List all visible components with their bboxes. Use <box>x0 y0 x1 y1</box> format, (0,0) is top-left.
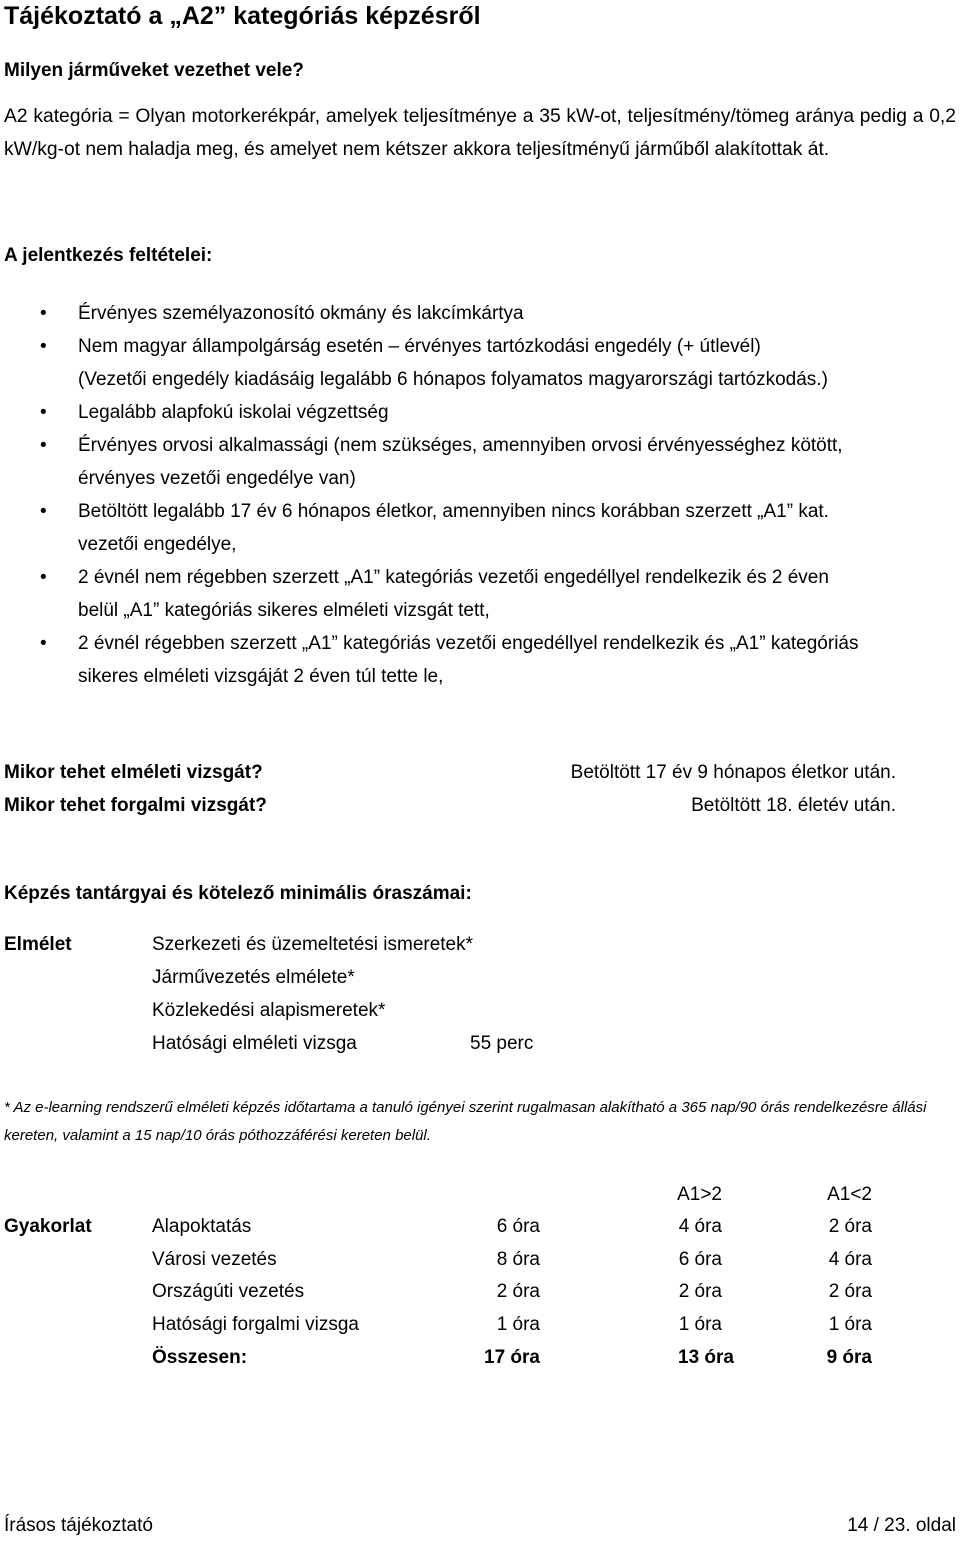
requirements-list <box>40 297 940 693</box>
practice-row-name: Hatósági forgalmi vizsga <box>152 1314 359 1335</box>
practice-row-a1-more: 4 óra <box>678 1216 722 1237</box>
theory-subject: Járművezetés elmélete* <box>152 967 355 988</box>
subjects-heading: Képzés tantárgyai és kötelező minimális óraszámai: <box>4 883 472 904</box>
practice-row-a1-more: 6 óra <box>678 1249 722 1270</box>
practice-label: Gyakorlat <box>4 1216 92 1237</box>
requirements-heading: A jelentkezés feltételei: <box>4 245 213 266</box>
practice-row-name: Városi vezetés <box>152 1249 277 1270</box>
requirement-item: • Betöltött legalább 17 év 6 hónapos életkor, amennyiben nincs korábban szerzett „A1” kat. vezetői engedélye, <box>40 495 940 561</box>
requirement-item: • Érvényes orvosi alkalmassági (nem szükséges, amennyiben orvosi érvényességhez kötött, érvényes vezetői engedélye van) <box>40 429 940 495</box>
practice-row-name: Országúti vezetés <box>152 1281 305 1302</box>
requirement-item: • Legalább alapfokú iskolai végzettség <box>40 396 940 429</box>
vehicles-heading: Milyen járműveket vezethet vele? <box>4 60 304 81</box>
theory-subject: Hatósági elméleti vizsga <box>152 1033 357 1054</box>
theory-exam-duration: 55 perc <box>470 1033 534 1054</box>
col-header-a1-more: A1>2 <box>677 1184 722 1205</box>
practice-row-a1-less: 4 óra <box>828 1249 872 1270</box>
practice-row-base: 1 óra <box>496 1314 540 1335</box>
page-number: 14 / 23. oldal <box>847 1515 956 1536</box>
practice-total-a1-more: 13 óra <box>678 1347 734 1368</box>
vehicles-description: A2 kategória = Olyan motorkerékpár, amelyek teljesítménye a 35 kW-ot, teljesítmény/tömeg aránya pedig a 0,2 kW/kg-ot nem haladja meg, és amelyet nem kétszer akkora teljesítményű járműből alakítottak át. <box>4 106 956 160</box>
practice-total-base: 17 óra <box>484 1347 540 1368</box>
practical-exam-question: Mikor tehet forgalmi vizsgát? <box>4 795 267 816</box>
practice-row-a1-less: 1 óra <box>828 1314 872 1335</box>
theory-exam-answer: Betöltött 17 év 9 hónapos életkor után. <box>570 762 896 783</box>
theory-label: Elmélet <box>4 934 72 955</box>
theory-exam-question: Mikor tehet elméleti vizsgát? <box>4 762 263 783</box>
footer-left: Írásos tájékoztató <box>4 1515 153 1536</box>
requirement-item: • Nem magyar állampolgárság esetén – érvényes tartózkodási engedély (+ útlevél) (Vezetői engedély kiadásáig legalább 6 hónapos folyamatos magyarországi tartózkodás.) <box>40 330 940 396</box>
requirement-item: • 2 évnél régebben szerzett „A1” kategóriás vezetői engedéllyel rendelkezik és „A1” kategóriás sikeres elméleti vizsgáját 2 éven túl tette le, <box>40 627 940 693</box>
requirement-item: • Érvényes személyazonosító okmány és lakcímkártya <box>40 297 940 330</box>
practical-exam-answer: Betöltött 18. életév után. <box>691 795 896 816</box>
practice-total-label: Összesen: <box>152 1347 248 1368</box>
practice-row-name: Alapoktatás <box>152 1216 252 1237</box>
practice-row-base: 6 óra <box>496 1216 540 1237</box>
elearning-note: * Az e-learning rendszerű elméleti képzés időtartama a tanuló igényei szerint rugalmasan alakítható a 365 nap/90 órás rendelkezésre állási kereten, valamint a 15 nap/10 órás póthozzáférési kereten belül. <box>4 1099 927 1144</box>
col-header-a1-less: A1<2 <box>827 1184 872 1205</box>
requirement-item: • 2 évnél nem régebben szerzett „A1” kategóriás vezetői engedéllyel rendelkezik és 2 éven belül „A1” kategóriás sikeres elméleti vizsgát tett, <box>40 561 940 627</box>
practice-row-a1-more: 2 óra <box>678 1281 722 1302</box>
practice-row-a1-more: 1 óra <box>678 1314 722 1335</box>
practice-row-a1-less: 2 óra <box>828 1216 872 1237</box>
theory-subject: Szerkezeti és üzemeltetési ismeretek* <box>152 934 474 955</box>
practice-total-a1-less: 9 óra <box>826 1347 872 1368</box>
page-title: Tájékoztató a „A2” kategóriás képzésről <box>4 2 481 30</box>
theory-subject: Közlekedési alapismeretek* <box>152 1000 386 1021</box>
practice-row-a1-less: 2 óra <box>828 1281 872 1302</box>
practice-row-base: 8 óra <box>496 1249 540 1270</box>
practice-row-base: 2 óra <box>496 1281 540 1302</box>
